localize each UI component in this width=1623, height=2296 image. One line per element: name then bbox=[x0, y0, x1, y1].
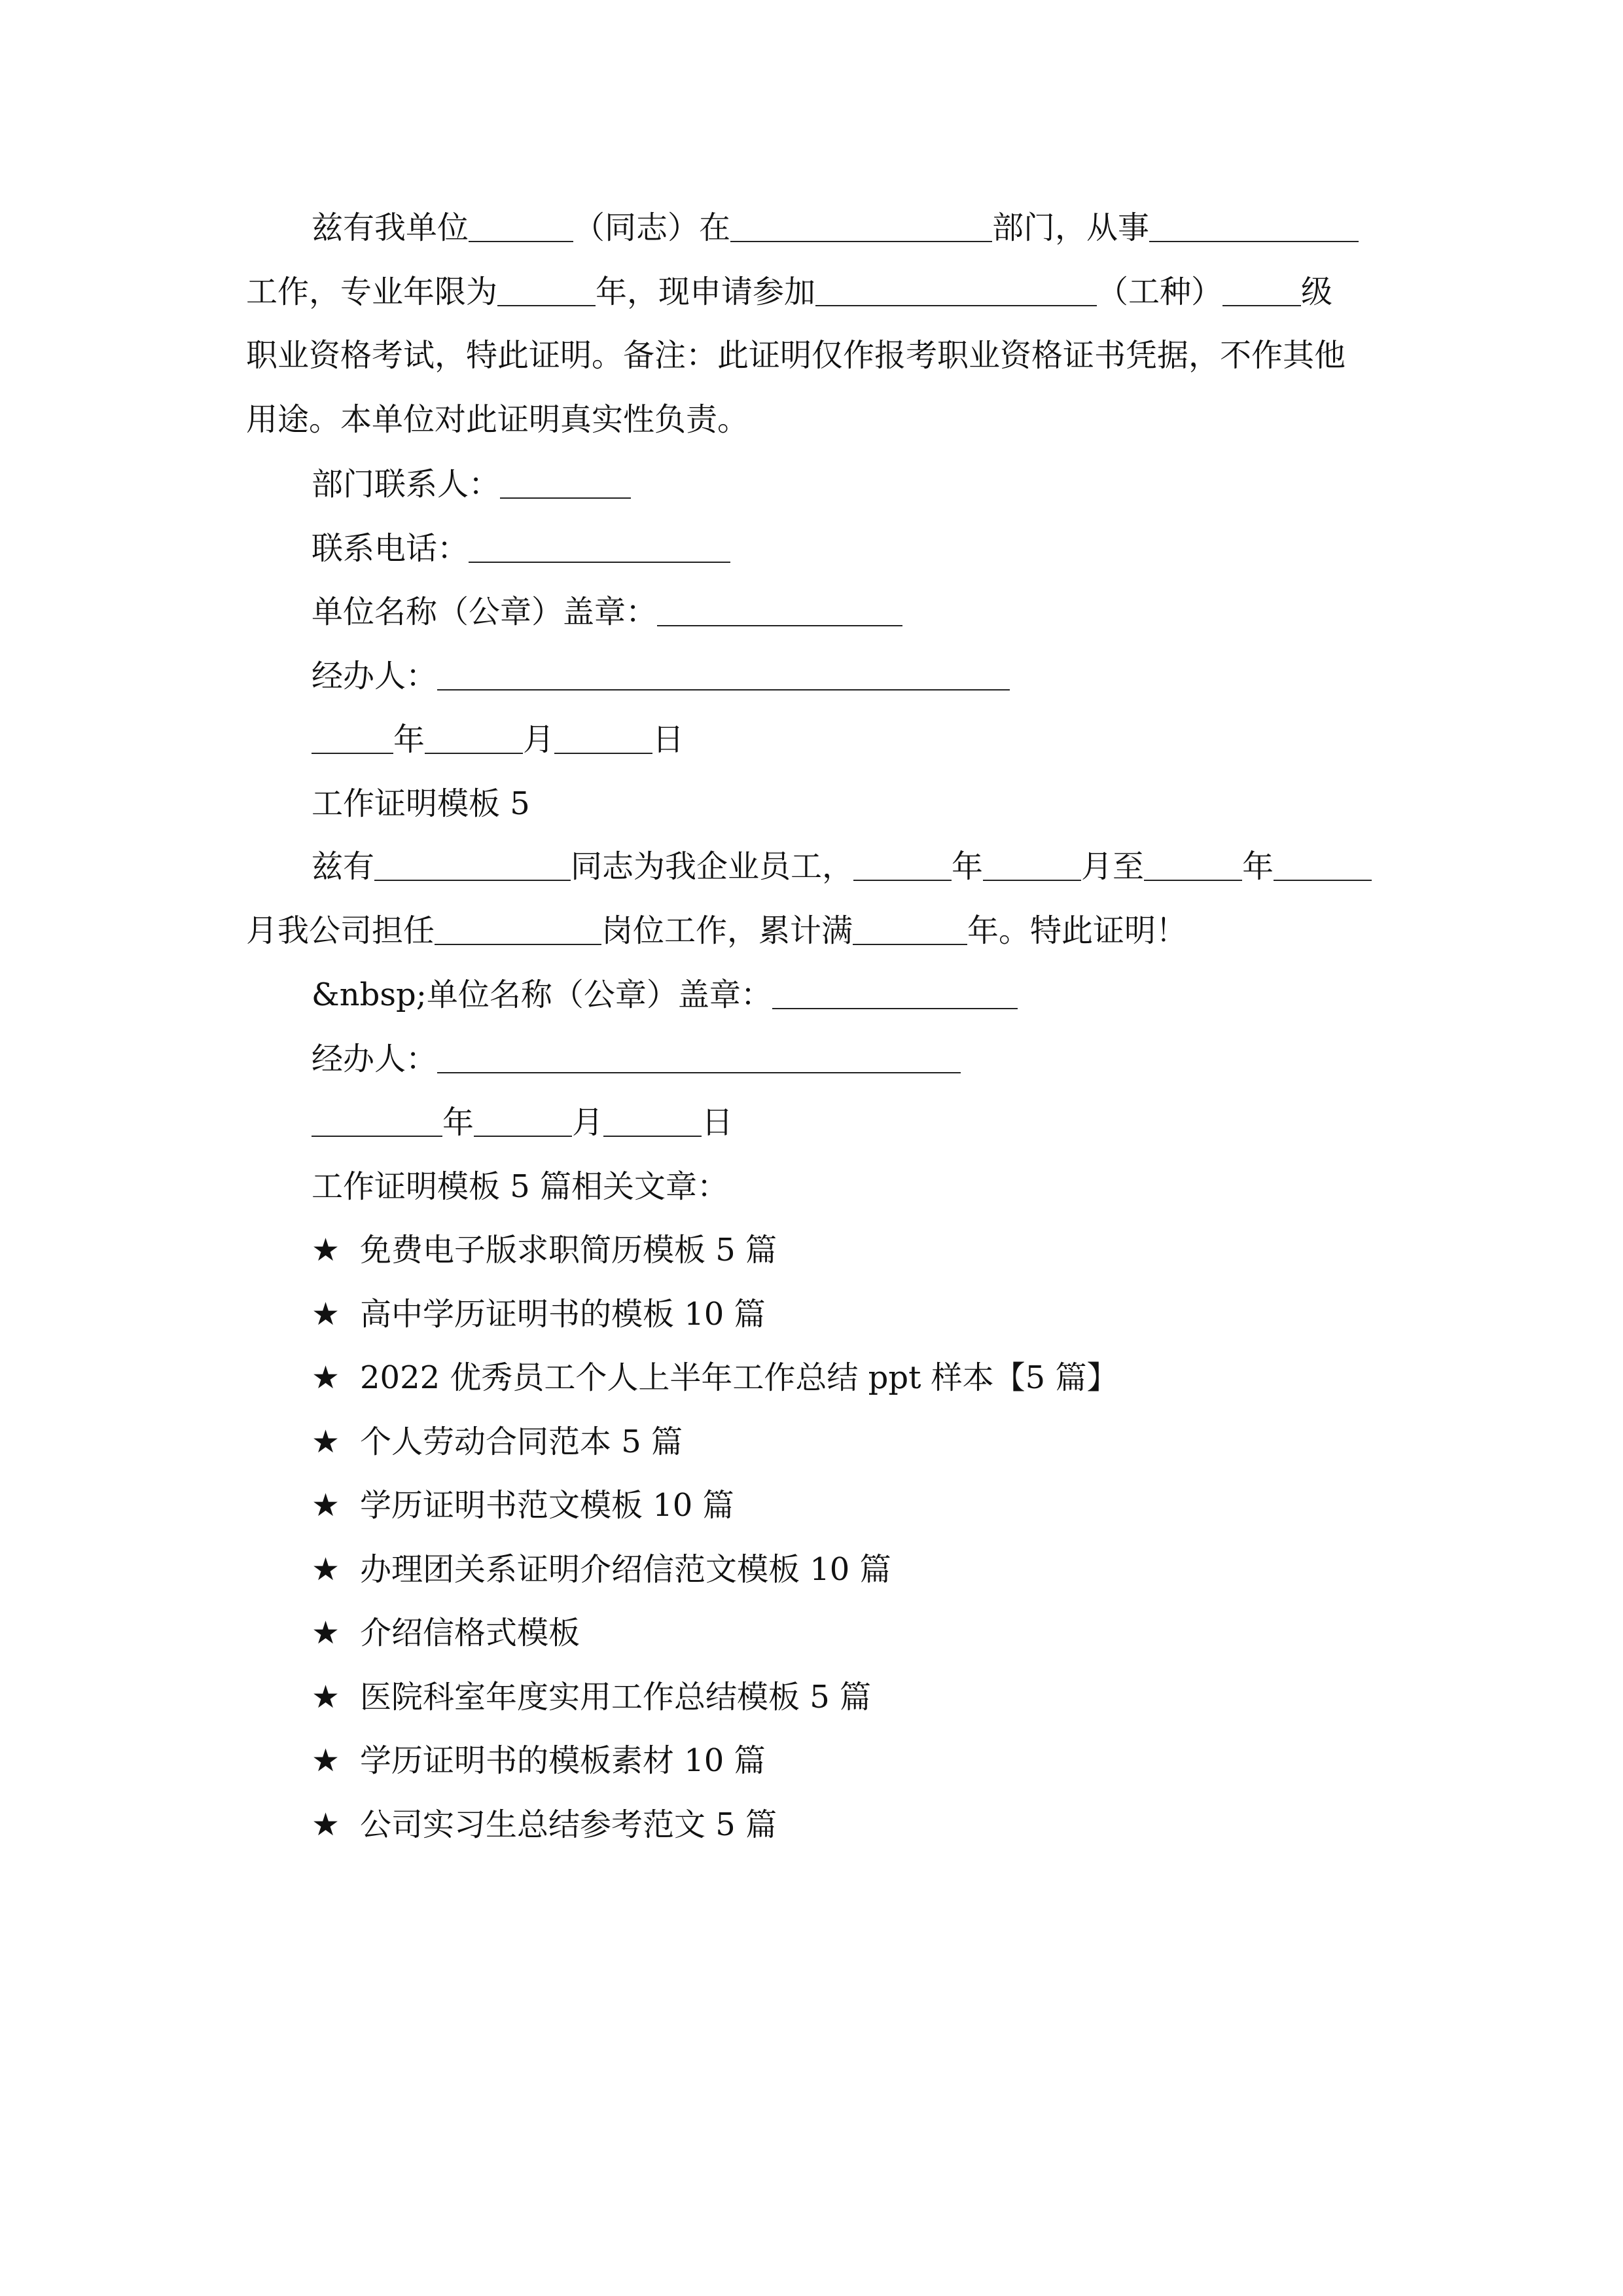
star-icon: ★ bbox=[312, 1487, 340, 1524]
employee-name-blank[interactable] bbox=[374, 851, 571, 881]
related-link[interactable]: ★ 高中学历证明书的模板 10 篇 bbox=[312, 1296, 766, 1333]
handler-line-1: 经办人： bbox=[312, 656, 1010, 696]
related-link[interactable]: ★ 办理团关系证明介绍信范文模板 10 篇 bbox=[312, 1551, 891, 1588]
level-blank[interactable] bbox=[1222, 276, 1301, 306]
handler-line-2: 经办人： bbox=[312, 1039, 961, 1079]
related-link[interactable]: ★ 医院科室年度实用工作总结模板 5 篇 bbox=[312, 1679, 872, 1715]
related-link[interactable]: ★ 个人劳动合同范本 5 篇 bbox=[312, 1424, 683, 1460]
related-link[interactable]: ★ 免费电子版求职简历模板 5 篇 bbox=[312, 1232, 777, 1268]
year-blank-1[interactable] bbox=[312, 724, 393, 754]
day-blank-1[interactable] bbox=[554, 724, 652, 754]
phone-blank[interactable] bbox=[469, 533, 730, 563]
month-blank-1[interactable] bbox=[425, 724, 523, 754]
department-blank[interactable] bbox=[730, 212, 992, 242]
star-icon: ★ bbox=[312, 1806, 340, 1843]
star-icon: ★ bbox=[312, 1742, 340, 1779]
certificate-paragraph-2: 兹有 同志为我企业员工， 年 月至 年 月我公司担任 岗位工作，累计满 年。特此证明！ bbox=[246, 835, 1378, 963]
exam-blank[interactable] bbox=[815, 276, 1097, 306]
unit-seal-line-1: 单位名称（公章）盖章： bbox=[312, 592, 902, 632]
occupation-blank[interactable] bbox=[1149, 212, 1359, 242]
unit-seal-blank-1[interactable] bbox=[657, 596, 902, 626]
dept-contact-blank[interactable] bbox=[500, 469, 631, 499]
position-blank[interactable] bbox=[435, 915, 601, 945]
unit-seal-blank-2[interactable] bbox=[772, 979, 1018, 1009]
year-blank-2[interactable] bbox=[312, 1107, 442, 1137]
date-line-1: 年 月 日 bbox=[312, 720, 684, 759]
related-link[interactable]: ★ 介绍信格式模板 bbox=[312, 1615, 580, 1651]
star-icon: ★ bbox=[312, 1679, 340, 1715]
end-month-blank[interactable] bbox=[1274, 851, 1372, 881]
years-blank[interactable] bbox=[497, 276, 596, 306]
template-5-heading: 工作证明模板 5 bbox=[312, 785, 530, 822]
star-icon: ★ bbox=[312, 1359, 340, 1396]
related-link[interactable]: ★ 公司实习生总结参考范文 5 篇 bbox=[312, 1806, 777, 1843]
star-icon: ★ bbox=[312, 1232, 340, 1268]
day-blank-2[interactable] bbox=[603, 1107, 702, 1137]
start-year-blank[interactable] bbox=[853, 851, 952, 881]
star-icon: ★ bbox=[312, 1424, 340, 1460]
star-icon: ★ bbox=[312, 1296, 340, 1333]
date-line-2: 年 月 日 bbox=[312, 1103, 733, 1142]
phone-line: 联系电话： bbox=[312, 529, 730, 568]
handler-blank-2[interactable] bbox=[437, 1043, 961, 1073]
star-icon: ★ bbox=[312, 1615, 340, 1651]
duration-blank[interactable] bbox=[853, 915, 967, 945]
start-month-blank[interactable] bbox=[983, 851, 1081, 881]
related-articles-heading: 工作证明模板 5 篇相关文章： bbox=[312, 1168, 729, 1205]
certificate-paragraph-1: 兹有我单位 （同志）在 部门，从事 工作，专业年限为 年，现申请参加 （工种） 级 职业资格考试，特此证明。备注：此证明仅作报考职业资格证书凭据，不作其他 用途。本单位对此证明真实性负责。 bbox=[246, 196, 1378, 452]
name-blank[interactable] bbox=[469, 212, 573, 242]
related-link[interactable]: ★ 学历证明书的模板素材 10 篇 bbox=[312, 1742, 766, 1779]
related-link[interactable]: ★ 学历证明书范文模板 10 篇 bbox=[312, 1487, 734, 1524]
end-year-blank[interactable] bbox=[1144, 851, 1242, 881]
star-icon: ★ bbox=[312, 1551, 340, 1588]
month-blank-2[interactable] bbox=[474, 1107, 572, 1137]
unit-seal-line-2: &nbsp;单位名称（公章）盖章： bbox=[312, 975, 1018, 1014]
dept-contact-line: 部门联系人： bbox=[312, 465, 631, 504]
related-link[interactable]: ★ 2022 优秀员工个人上半年工作总结 ppt 样本【5 篇】 bbox=[312, 1359, 1118, 1396]
handler-blank-1[interactable] bbox=[437, 660, 1010, 691]
